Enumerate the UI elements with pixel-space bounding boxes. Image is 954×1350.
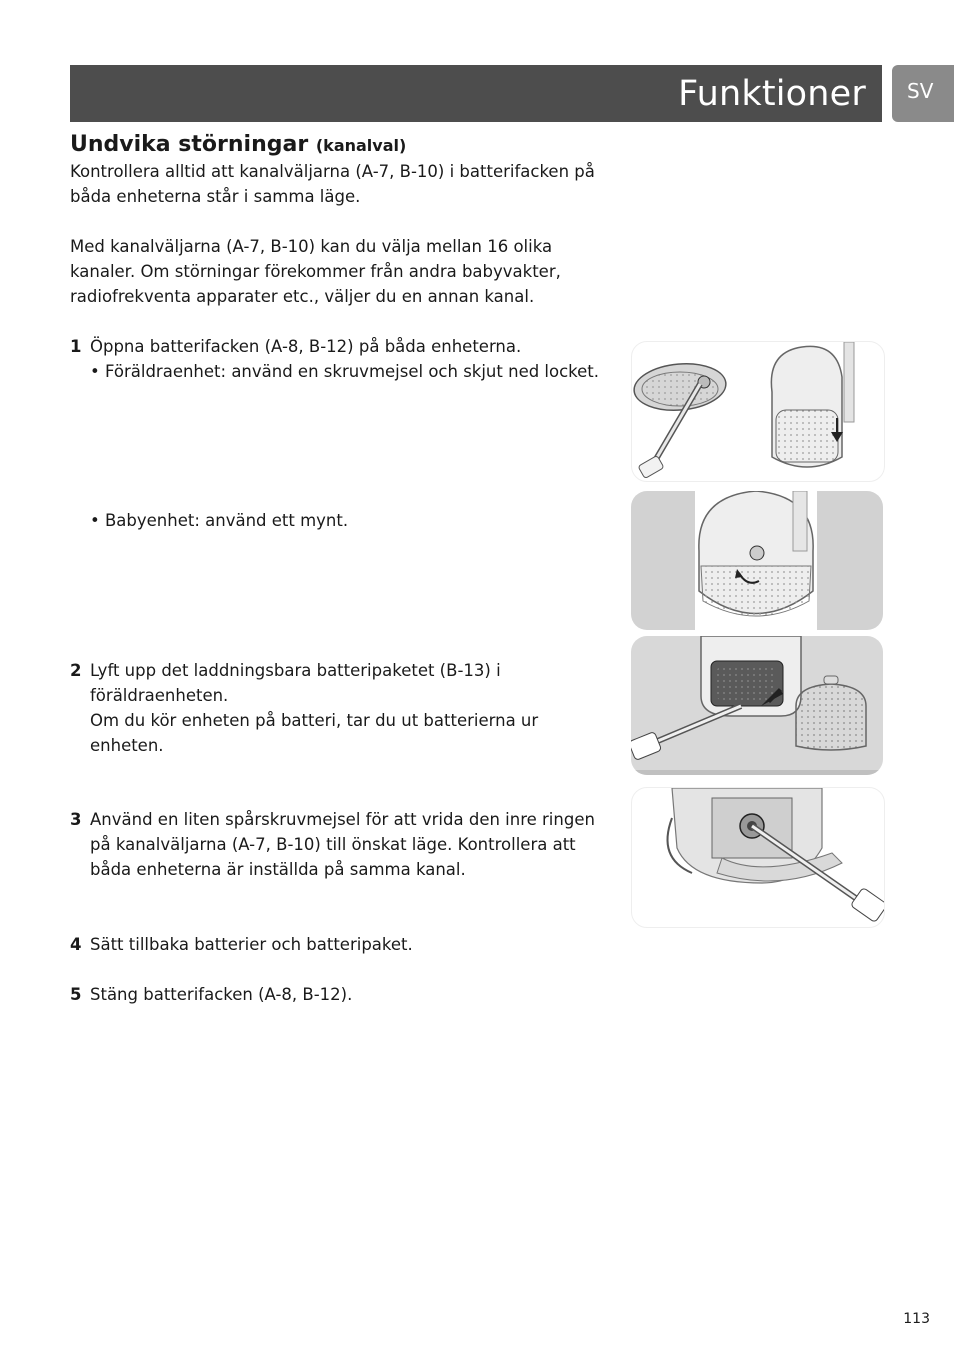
section-title: Undvika störningar: [70, 132, 309, 157]
section-subtitle: (kanalval): [315, 136, 407, 155]
step-2-line-1: Lyft upp det laddningsbara batteripaketet (B-13) i: [90, 661, 501, 680]
language-label: SV: [907, 79, 934, 103]
illustration-battery-pack: [631, 636, 883, 775]
step-1-bullet-baby: • Babyenhet: använd ett mynt.: [90, 511, 349, 530]
illustration-baby-unit-coin: [631, 491, 883, 630]
step-2-line-4: enheten.: [90, 736, 164, 755]
step-1-bullet-parent: • Föräldraenhet: använd en skruvmejsel och skjut ned locket.: [90, 362, 600, 381]
step-5-text: Stäng batterifacken (A-8, B-12).: [90, 985, 353, 1004]
step-4-number: 4: [70, 935, 82, 954]
page-title: Funktioner: [678, 74, 866, 114]
illustration-channel-selector: [631, 787, 885, 928]
intro-paragraph-2-line-1: Med kanalväljarna (A-7, B-10) kan du välja mellan 16 olika: [70, 237, 553, 256]
step-3-line-3: båda enheterna är inställda på samma kanal.: [90, 860, 466, 879]
step-4-text: Sätt tillbaka batterier och batteripaket.: [90, 935, 413, 954]
header-bar: [70, 65, 882, 122]
page-number: 113: [903, 1311, 930, 1327]
section-heading: [70, 130, 406, 161]
intro-paragraph-2-line-3: radiofrekventa apparater etc., väljer du en annan kanal.: [70, 287, 535, 306]
step-1-text: Öppna batterifacken (A-8, B-12) på båda enheterna.: [90, 337, 522, 356]
step-2-line-3: Om du kör enheten på batteri, tar du ut batterierna ur: [90, 711, 539, 730]
step-3-line-2: på kanalväljarna (A-7, B-10) till önskat läge. Kontrollera att: [90, 835, 576, 854]
intro-paragraph-1-line-2: båda enheterna står i samma läge.: [70, 187, 361, 206]
language-tab: [892, 65, 954, 122]
intro-paragraph-2-line-2: kanaler. Om störningar förekommer från andra babyvakter,: [70, 262, 561, 281]
step-2-number: 2: [70, 661, 82, 680]
step-2-line-2: föräldraenheten.: [90, 686, 229, 705]
step-1-number: 1: [70, 337, 82, 356]
step-3-number: 3: [70, 810, 82, 829]
illustration-parent-unit-open: [631, 341, 885, 482]
step-5-number: 5: [70, 985, 82, 1004]
intro-paragraph-1-line-1: Kontrollera alltid att kanalväljarna (A-7, B-10) i batterifacken på: [70, 162, 595, 181]
step-3-line-1: Använd en liten spårskruvmejsel för att vrida den inre ringen: [90, 810, 595, 829]
